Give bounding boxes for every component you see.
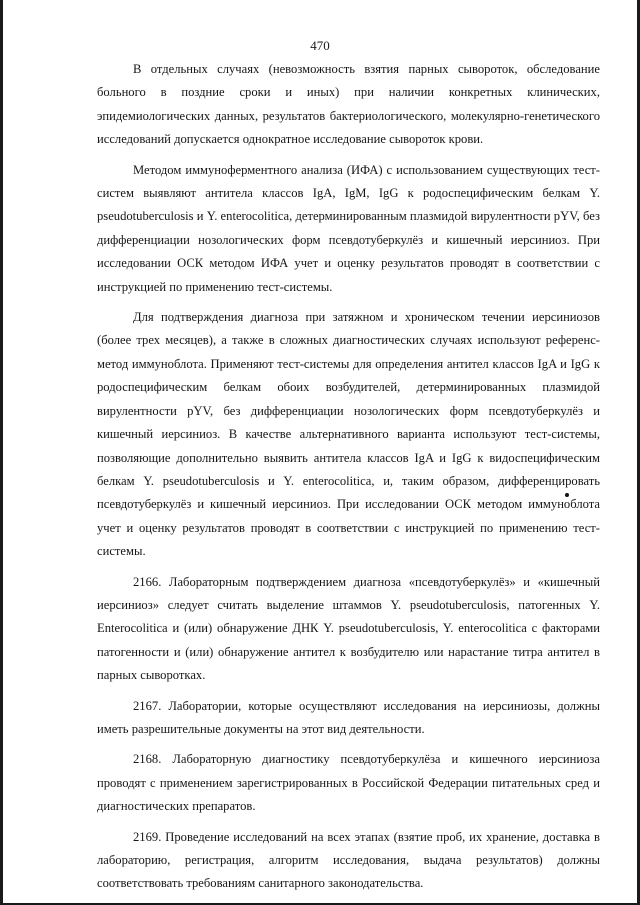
paragraph-2169: 2169. Проведение исследований на всех этапах (взятие проб, их хранение, доставка в лабораторию, регистрация, алгоритм исследования, выдача результатов) должны соответствовать требованиям санитарного законодательства.: [97, 829, 600, 891]
page-number: 470: [310, 38, 330, 53]
paragraph-2168: 2168. Лабораторную диагностику псевдотуберкулёза и кишечного иерсиниоза проводят с применением зарегистрированных в Российской Федерации питательных сред и диагностических препаратов.: [97, 752, 600, 814]
paragraph-paired-sera: В отдельных случаях (невозможность взятия парных сывороток, обследование больного в поздние сроки и иных) при наличии конкретных клинических, эпидемиологических данных, результатов бактериологического, молекулярно-генетического исследований допускается однократное исследование сывороток крови.: [97, 62, 600, 147]
paragraph-2167: 2167. Лаборатории, которые осуществляют исследования на иерсиниозы, должны иметь разрешительные документы на этот вид деятельности.: [97, 698, 600, 736]
paragraph-immunoblot: Для подтверждения диагноза при затяжном и хроническом течении иерсиниозов (более трех месяцев), а также в сложных диагностических случаях используют референс-метод иммуноблота. Применяют тест-системы для определения антител классов IgA и IgG к родоспецифическим белкам обоих возбудителей, детерминированных плазмидой вирулентности pYV, без дифференциации нозологических форм псевдотуберкулёз и кишечный иерсиниоз. В качестве альтернативного варианта используют тест-системы, позволяющие дополнительно выявить антитела классов IgA и IgG к видоспецифическим белкам Y. pseudotuberculosis и Y. enterocolitica, и, таким образом, дифференцировать псевдотуберкулёз и кишечный иерсиниоз. При исследовании ОСК методом иммуноблота учет и оценку результатов проводят в соответствии с инструкцией по применению тест-системы.: [97, 310, 600, 559]
document-body: [97, 58, 600, 903]
scan-border-left: [0, 0, 3, 905]
paragraph-ifa-method: Методом иммуноферментного анализа (ИФА) с использованием существующих тест-систем выявляют антитела классов IgA, IgM, IgG к родоспецифическим белкам Y. pseudotuberculosis и Y. enterocolitica, детерминированным плазмидой вирулентности pYV, без дифференциации нозологических форм псевдотуберкулёз и кишечный иерсиниоз. При исследовании ОСК методом ИФА учет и оценку результатов проводят в соответствии с инструкцией по применению тест-системы.: [97, 162, 600, 294]
paragraph-2166: 2166. Лабораторным подтверждением диагноза «псевдотуберкулёз» и «кишечный иерсиниоз» следует считать выделение штаммов Y. pseudotuberculosis, патогенных Y. Enterocolitica и (или) обнаружение ДНК Y. pseudotuberculosis, Y. enterocolitica с факторами патогенности и (или) обнаружение антител к возбудителю или нарастание титра антител в парных сыворотках.: [97, 574, 600, 683]
scan-speck: [565, 493, 569, 497]
